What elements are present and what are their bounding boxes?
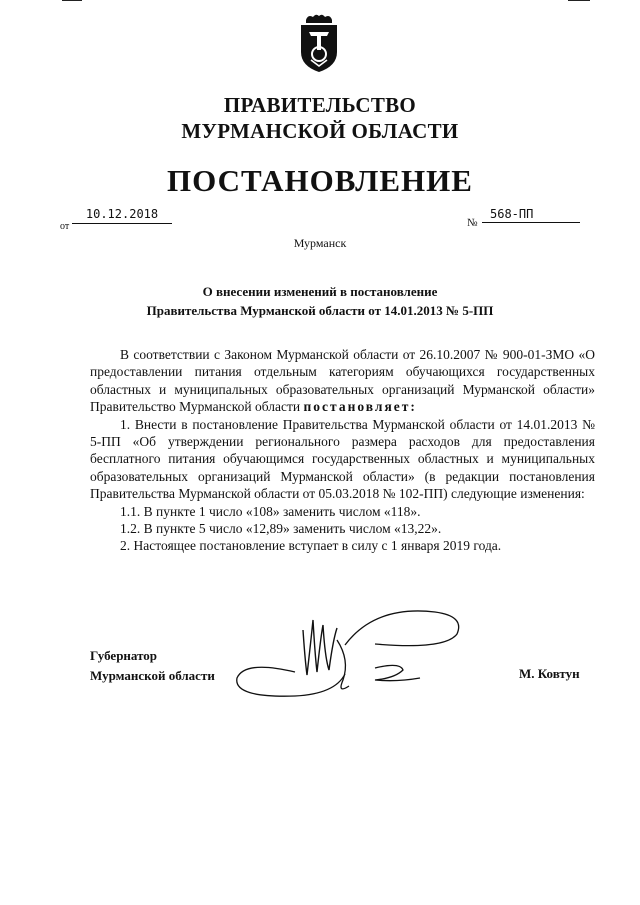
- signatory-title: [90, 646, 215, 686]
- document-body: [90, 346, 595, 555]
- number-label: №: [467, 217, 478, 229]
- coat-of-arms-icon: [297, 14, 341, 74]
- item-1-2: 1.2. В пункте 5 число «12,89» заменить числом «13,22».: [120, 521, 442, 537]
- preamble-paragraph: [90, 346, 595, 416]
- document-subject: [0, 282, 640, 320]
- item-1-1: 1.1. В пункте 1 число «108» заменить числом «118».: [120, 503, 421, 519]
- subject-line2: Правительства Мурманской области от 14.01.2013 № 5-ПП: [146, 303, 494, 318]
- government-line2: МУРМАНСКОЙ ОБЛАСТИ: [181, 119, 459, 143]
- signatory-title-line2: Мурманской области: [90, 668, 215, 683]
- document-date: 10.12.2018: [72, 205, 172, 224]
- scan-mark-right: [568, 0, 590, 1]
- city: Мурманск: [293, 236, 347, 250]
- preamble-text: В соответствии с Законом Мурманской области от 26.10.2007 № 900-01-ЗМО «О предоставлении питания отдельным категориям обучающихся государственных областных и муниципальных образовательных организаций Мурманской области» Правительство Мурманской области: [90, 347, 595, 415]
- item-2: 2. Настоящее постановление вступает в силу с 1 января 2019 года.: [120, 538, 502, 554]
- subject-line1: О внесении изменений в постановление: [202, 284, 438, 299]
- document-type: ПОСТАНОВЛЕНИЕ: [167, 163, 473, 198]
- document-number: 568-ПП: [482, 205, 580, 223]
- resolves-word: постановляет:: [303, 399, 417, 415]
- item-1: 1. Внести в постановление Правительства Мурманской области от 14.01.2013 № 5-ПП «Об утверждении регионального размера расходов для предоставления бесплатного питания обучающимся государственных областных и муниципальных образовательных организаций Мурманской области» (в редакции постановления Правительства Мурманской области от 05.03.2018 № 102-ПП) следующие изменения:: [90, 416, 595, 502]
- signatory-title-line1: Губернатор: [90, 648, 158, 663]
- government-name: [0, 92, 640, 144]
- government-line1: ПРАВИТЕЛЬСТВО: [223, 93, 417, 117]
- scan-mark-left: [62, 0, 82, 1]
- signer-name: М. Ковтун: [519, 666, 580, 681]
- date-label: от: [60, 221, 70, 232]
- handwritten-signature: [225, 600, 490, 705]
